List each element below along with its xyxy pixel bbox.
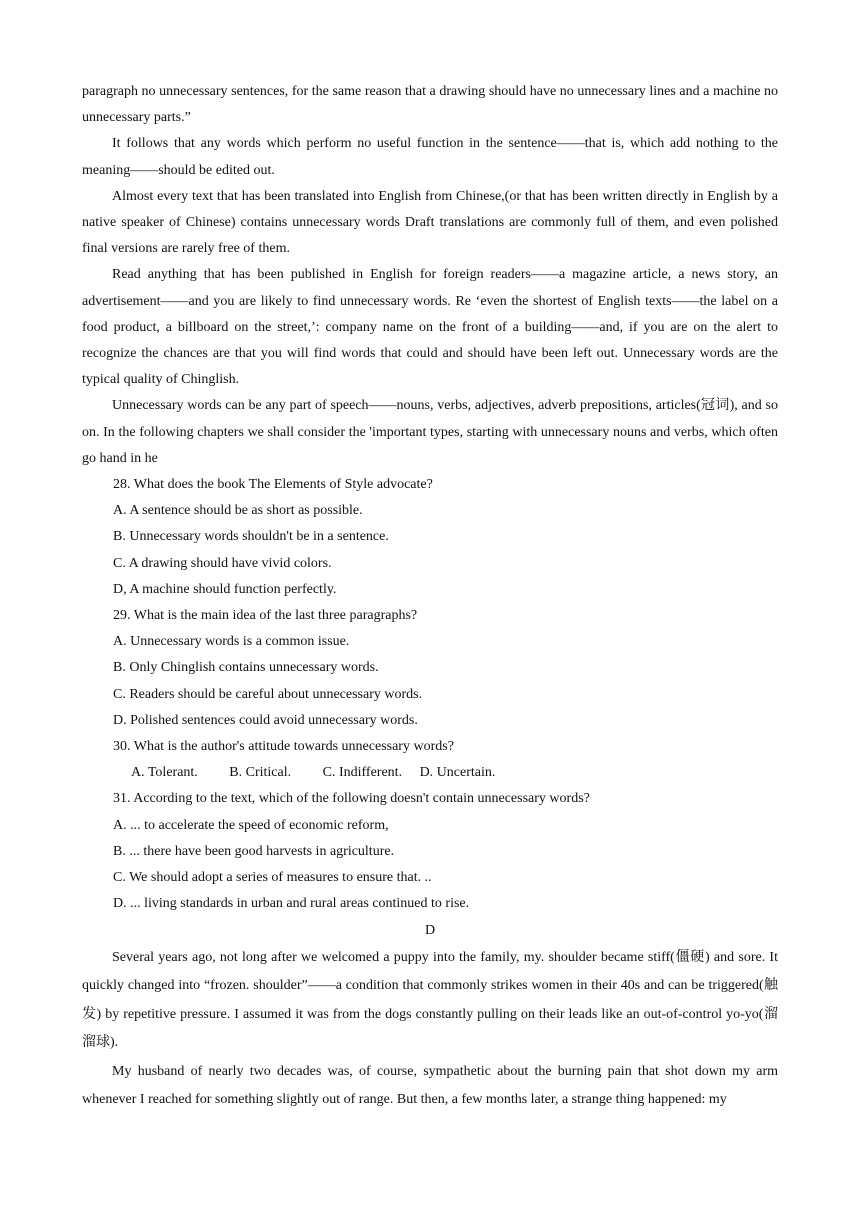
answer-option: C. Readers should be careful about unnecessary words. bbox=[113, 686, 423, 702]
question-29 bbox=[82, 603, 778, 734]
answer-option: B. ... there have been good harvests in agriculture. bbox=[113, 843, 395, 859]
answer-option: A. Unnecessary words is a common issue. bbox=[113, 634, 350, 650]
answer-option: C. We should adopt a series of measures to ensure that. .. bbox=[113, 870, 432, 886]
question-31 bbox=[82, 786, 778, 917]
answer-options-inline: A. Tolerant. B. Critical. C. Indifferent. D. Uncertain. bbox=[131, 765, 496, 781]
passage-paragraph: My husband of nearly two decades was, of course, sympathetic about the burning pain that shot down my arm whenever I reached for something slightly out of range. But then, a few months later, a strange thing happened: my bbox=[82, 1063, 778, 1107]
question-stem: 30. What is the author's attitude towards unnecessary words? bbox=[113, 739, 454, 755]
answer-option: C. A drawing should have vivid colors. bbox=[113, 555, 332, 571]
answer-option: A. ... to accelerate the speed of economic reform, bbox=[113, 817, 389, 833]
passage-paragraph: Several years ago, not long after we welcomed a puppy into the family, my. shoulder became stiff(僵硬) and sore. It quickly changed into “frozen. shoulder”——a condition that commonly strikes women in their 40s and can be triggered(触发) by repetitive pressure. I assumed it was from the dogs constantly pulling on their leads like an out-of-control yo-yo(溜溜球). bbox=[82, 949, 778, 1050]
answer-option: D, A machine should function perfectly. bbox=[113, 581, 337, 597]
question-stem: 31. According to the text, which of the following doesn't contain unnecessary words? bbox=[113, 791, 590, 807]
question-28 bbox=[82, 472, 778, 603]
answer-option: A. A sentence should be as short as possible. bbox=[113, 503, 363, 519]
passage-c bbox=[82, 79, 778, 472]
question-stem: 29. What is the main idea of the last three paragraphs? bbox=[113, 608, 418, 624]
passage-paragraph: paragraph no unnecessary sentences, for the same reason that a drawing should have no unnecessary lines and a machine no unnecessary parts.” bbox=[82, 84, 778, 126]
passage-paragraph: Unnecessary words can be any part of speech——nouns, verbs, adjectives, adverb prepositions, articles(冠词), and so on. In the following chapters we shall consider the 'important types, starting with unnecessary nouns and verbs, which often go hand in he bbox=[82, 398, 778, 466]
answer-option: B. Unnecessary words shouldn't be in a sentence. bbox=[113, 529, 389, 545]
passage-paragraph: It follows that any words which perform no useful function in the sentence——that is, which add nothing to the meaning——should be edited out. bbox=[82, 136, 778, 178]
passage-paragraph: Read anything that has been published in English for foreign readers——a magazine article, a news story, an advertisement——and you are likely to find unnecessary words. Re ‘even the shortest of English texts——the label on a food product, a billboard on the street,’: company name on the front of a building——and, if you are on the alert to recognize the chances are that you will find words that could and should have been left out. Unnecessary words are the typical quality of Chinglish. bbox=[82, 267, 778, 388]
answer-option: D. Polished sentences could avoid unnecessary words. bbox=[113, 712, 418, 728]
section-heading: D bbox=[424, 922, 436, 938]
passage-paragraph: Almost every text that has been translated into English from Chinese,(or that has been written directly in English by a native speaker of Chinese) contains unnecessary words Draft translations are commonly full of them, and even polished final versions are rarely free of them. bbox=[82, 188, 778, 257]
question-30 bbox=[82, 734, 778, 786]
question-stem: 28. What does the book The Elements of Style advocate? bbox=[113, 477, 433, 493]
passage-d bbox=[82, 944, 778, 1115]
answer-option: B. Only Chinglish contains unnecessary words. bbox=[113, 660, 379, 676]
answer-option: D. ... living standards in urban and rural areas continued to rise. bbox=[113, 896, 470, 912]
